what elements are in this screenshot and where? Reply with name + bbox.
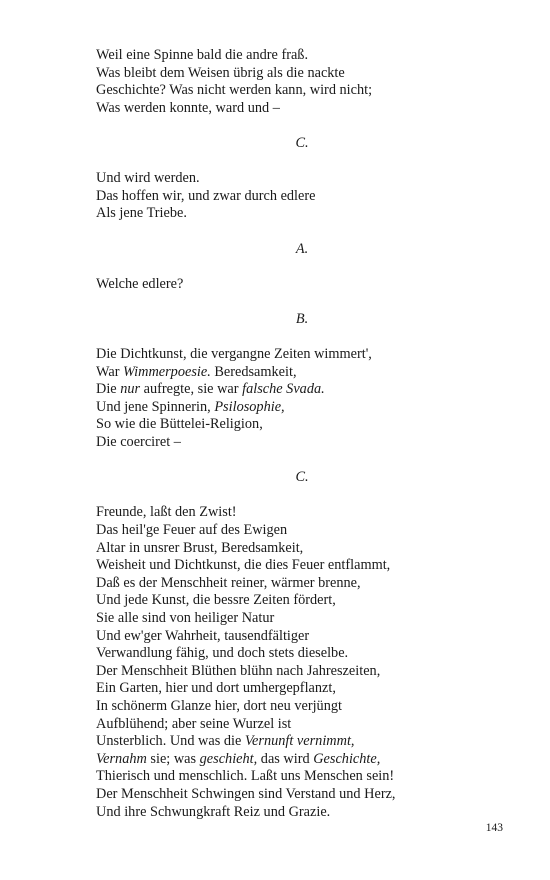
verse-line: Als jene Triebe. — [96, 205, 187, 222]
stanza-2 — [96, 170, 496, 223]
verse-line: Und ihre Schwungkraft Reiz und Grazie. — [96, 803, 331, 820]
verse-line — [96, 733, 496, 751]
verse-text: sie; was — [146, 750, 200, 767]
verse-line: Aufblühend; aber seine Wurzel ist — [96, 715, 292, 732]
verse-line: Und ew'ger Wahrheit, tausendfältiger — [96, 627, 310, 644]
verse-emphasis: Vernunft vernimmt, — [244, 733, 355, 750]
verse-emphasis: nur — [120, 381, 141, 398]
verse-text: Unsterblich. Und was die — [96, 733, 245, 750]
page-number: 143 — [485, 822, 503, 834]
verse-line: So wie die Büttelei-Religion, — [96, 416, 263, 433]
speaker-label: B. — [295, 310, 309, 327]
verse-line: Weisheit und Dichtkunst, die dies Feuer entflammt, — [96, 557, 391, 574]
speaker-label: C. — [295, 134, 309, 151]
speaker-label: C. — [295, 469, 309, 486]
verse-emphasis: geschieht, — [199, 750, 258, 767]
verse-text: aufregte, sie war — [140, 381, 243, 398]
verse-line: Die Dichtkunst, die vergangne Zeiten wimmert', — [96, 346, 372, 363]
verse-text: Und jene Spinnerin, — [96, 398, 215, 415]
verse-line: Verwandlung fähig, und doch stets dieselbe. — [96, 645, 349, 662]
verse-line: Freunde, laßt den Zwist! — [96, 504, 237, 521]
verse-emphasis: Psilosophie, — [214, 398, 285, 415]
verse-text: Beredsamkeit, — [210, 363, 297, 380]
poem-text — [96, 47, 496, 821]
verse-line: Der Menschheit Blüthen blühn nach Jahreszeiten, — [96, 662, 381, 679]
verse-line — [96, 381, 496, 399]
verse-line — [96, 751, 496, 769]
verse-line: Was bleibt dem Weisen übrig als die nackte — [96, 64, 345, 81]
verse-line: Weil eine Spinne bald die andre fraß. — [96, 47, 309, 63]
verse-line — [96, 399, 496, 417]
verse-line: Und wird werden. — [96, 170, 200, 187]
verse-line: Was werden konnte, ward und – — [96, 99, 280, 116]
verse-text: das wird — [257, 750, 314, 767]
verse-text: Die — [96, 381, 121, 398]
verse-line: In schönerm Glanze hier, dort neu verjüngt — [96, 697, 342, 714]
stanza-5 — [96, 504, 496, 821]
verse-emphasis: Vernahm — [96, 750, 147, 767]
verse-line — [96, 364, 496, 382]
verse-emphasis: Wimmerpoesie. — [123, 363, 211, 380]
stanza-1 — [96, 47, 496, 117]
verse-line: Sie alle sind von heiliger Natur — [96, 610, 275, 626]
verse-line: Das heil'ge Feuer auf des Ewigen — [96, 522, 288, 539]
verse-line: Das hoffen wir, und zwar durch edlere — [96, 187, 316, 204]
verse-line: Geschichte? Was nicht werden kann, wird nicht; — [96, 82, 373, 99]
speaker-label: A. — [295, 240, 309, 257]
verse-emphasis: falsche Svada. — [242, 381, 325, 398]
verse-line: Der Menschheit Schwingen sind Verstand und Herz, — [96, 785, 396, 802]
verse-line: Die coerciret – — [96, 434, 181, 451]
verse-emphasis: Geschichte, — [313, 750, 381, 767]
verse-line: Altar in unsrer Brust, Beredsamkeit, — [96, 539, 304, 556]
stanza-3 — [96, 276, 496, 294]
verse-line: Welche edlere? — [96, 275, 184, 292]
verse-line: Und jede Kunst, die bessre Zeiten fördert, — [96, 592, 336, 609]
verse-text: War — [96, 363, 124, 380]
verse-line: Ein Garten, hier und dort umhergepflanzt, — [96, 680, 336, 697]
verse-line: Thierisch und menschlich. Laßt uns Menschen sein! — [96, 768, 395, 785]
stanza-4 — [96, 346, 496, 452]
verse-line: Daß es der Menschheit reiner, wärmer brenne, — [96, 574, 361, 591]
